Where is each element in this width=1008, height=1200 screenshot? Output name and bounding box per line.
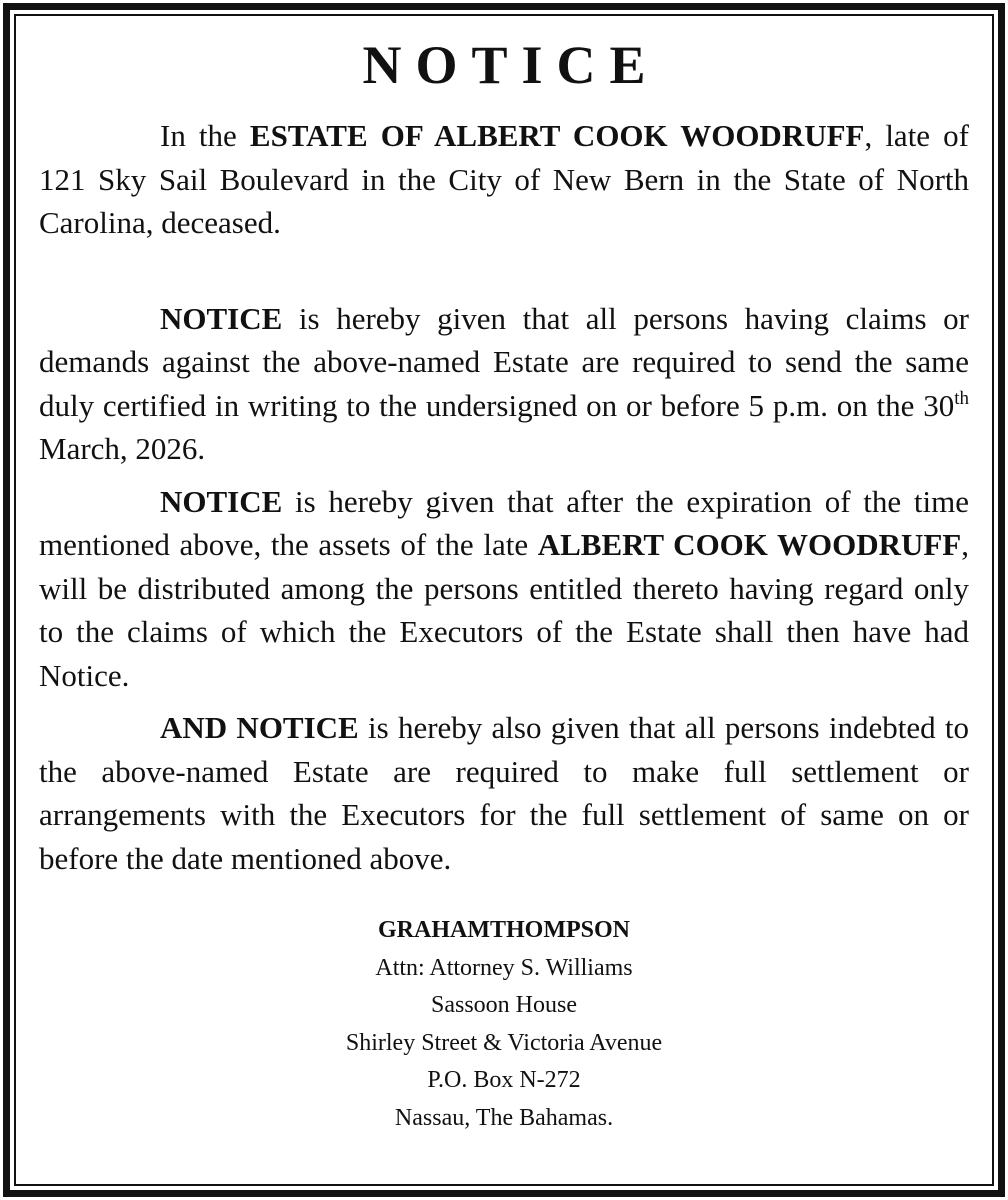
paragraph-distribution-text: is hereby given that after the expiration of the time mentioned above, the assets of the late <box>39 483 969 562</box>
paragraph-debtors-notice: AND NOTICE <box>160 710 359 745</box>
paragraph-estate <box>39 114 969 245</box>
paragraph-debtors <box>39 706 969 880</box>
attention-line: Attn: Attorney S. Williams <box>375 954 633 981</box>
notice-body <box>39 114 969 880</box>
paragraph-claims-text: is hereby given that all persons having claims or demands against the above-named Estate are required to send the same duly certified in writing to the undersigned on or before 5 p.m. on the <box>39 300 969 423</box>
signature-block <box>0 912 1008 1137</box>
deceased-name: ALBERT COOK WOODRUFF <box>537 527 962 562</box>
paragraph-claims <box>39 297 969 471</box>
estate-name: ESTATE OF ALBERT COOK WOODRUFF <box>249 118 865 153</box>
paragraph-estate-lead: In the <box>160 118 250 153</box>
paragraph-distribution <box>39 480 969 698</box>
building-name: Sassoon House <box>430 992 577 1018</box>
paragraph-debtors-text: is hereby also given that all persons indebted to the above-named Estate are required to make full settlement or arrangements with the Executors for the full settlement of same on or before the date mentioned above. <box>39 710 969 876</box>
deadline-day: 30 <box>923 387 955 423</box>
street-address: Shirley Street & Victoria Avenue <box>345 1029 663 1056</box>
paragraph-distribution-rest: , will be distributed among the persons entitled thereto having regard only to the claims of which the Executors of the Estate shall then have had Notice. <box>39 527 969 693</box>
notice-title: NOTICE <box>362 35 660 95</box>
po-box: P.O. Box N-272 <box>427 1067 581 1093</box>
firm-name: GRAHAMTHOMPSON <box>378 917 630 943</box>
paragraph-distribution-notice: NOTICE <box>160 483 283 519</box>
city-country: Nassau, The Bahamas. <box>394 1104 614 1131</box>
deadline-day-suffix: th <box>954 387 969 409</box>
paragraph-estate-rest: , late of 121 Sky Sail Boulevard in the City of New Bern in the State of North Carolina, deceased. <box>39 118 969 240</box>
deadline-date-rest: March, 2026. <box>39 431 206 466</box>
paragraph-claims-notice: NOTICE <box>160 300 283 336</box>
